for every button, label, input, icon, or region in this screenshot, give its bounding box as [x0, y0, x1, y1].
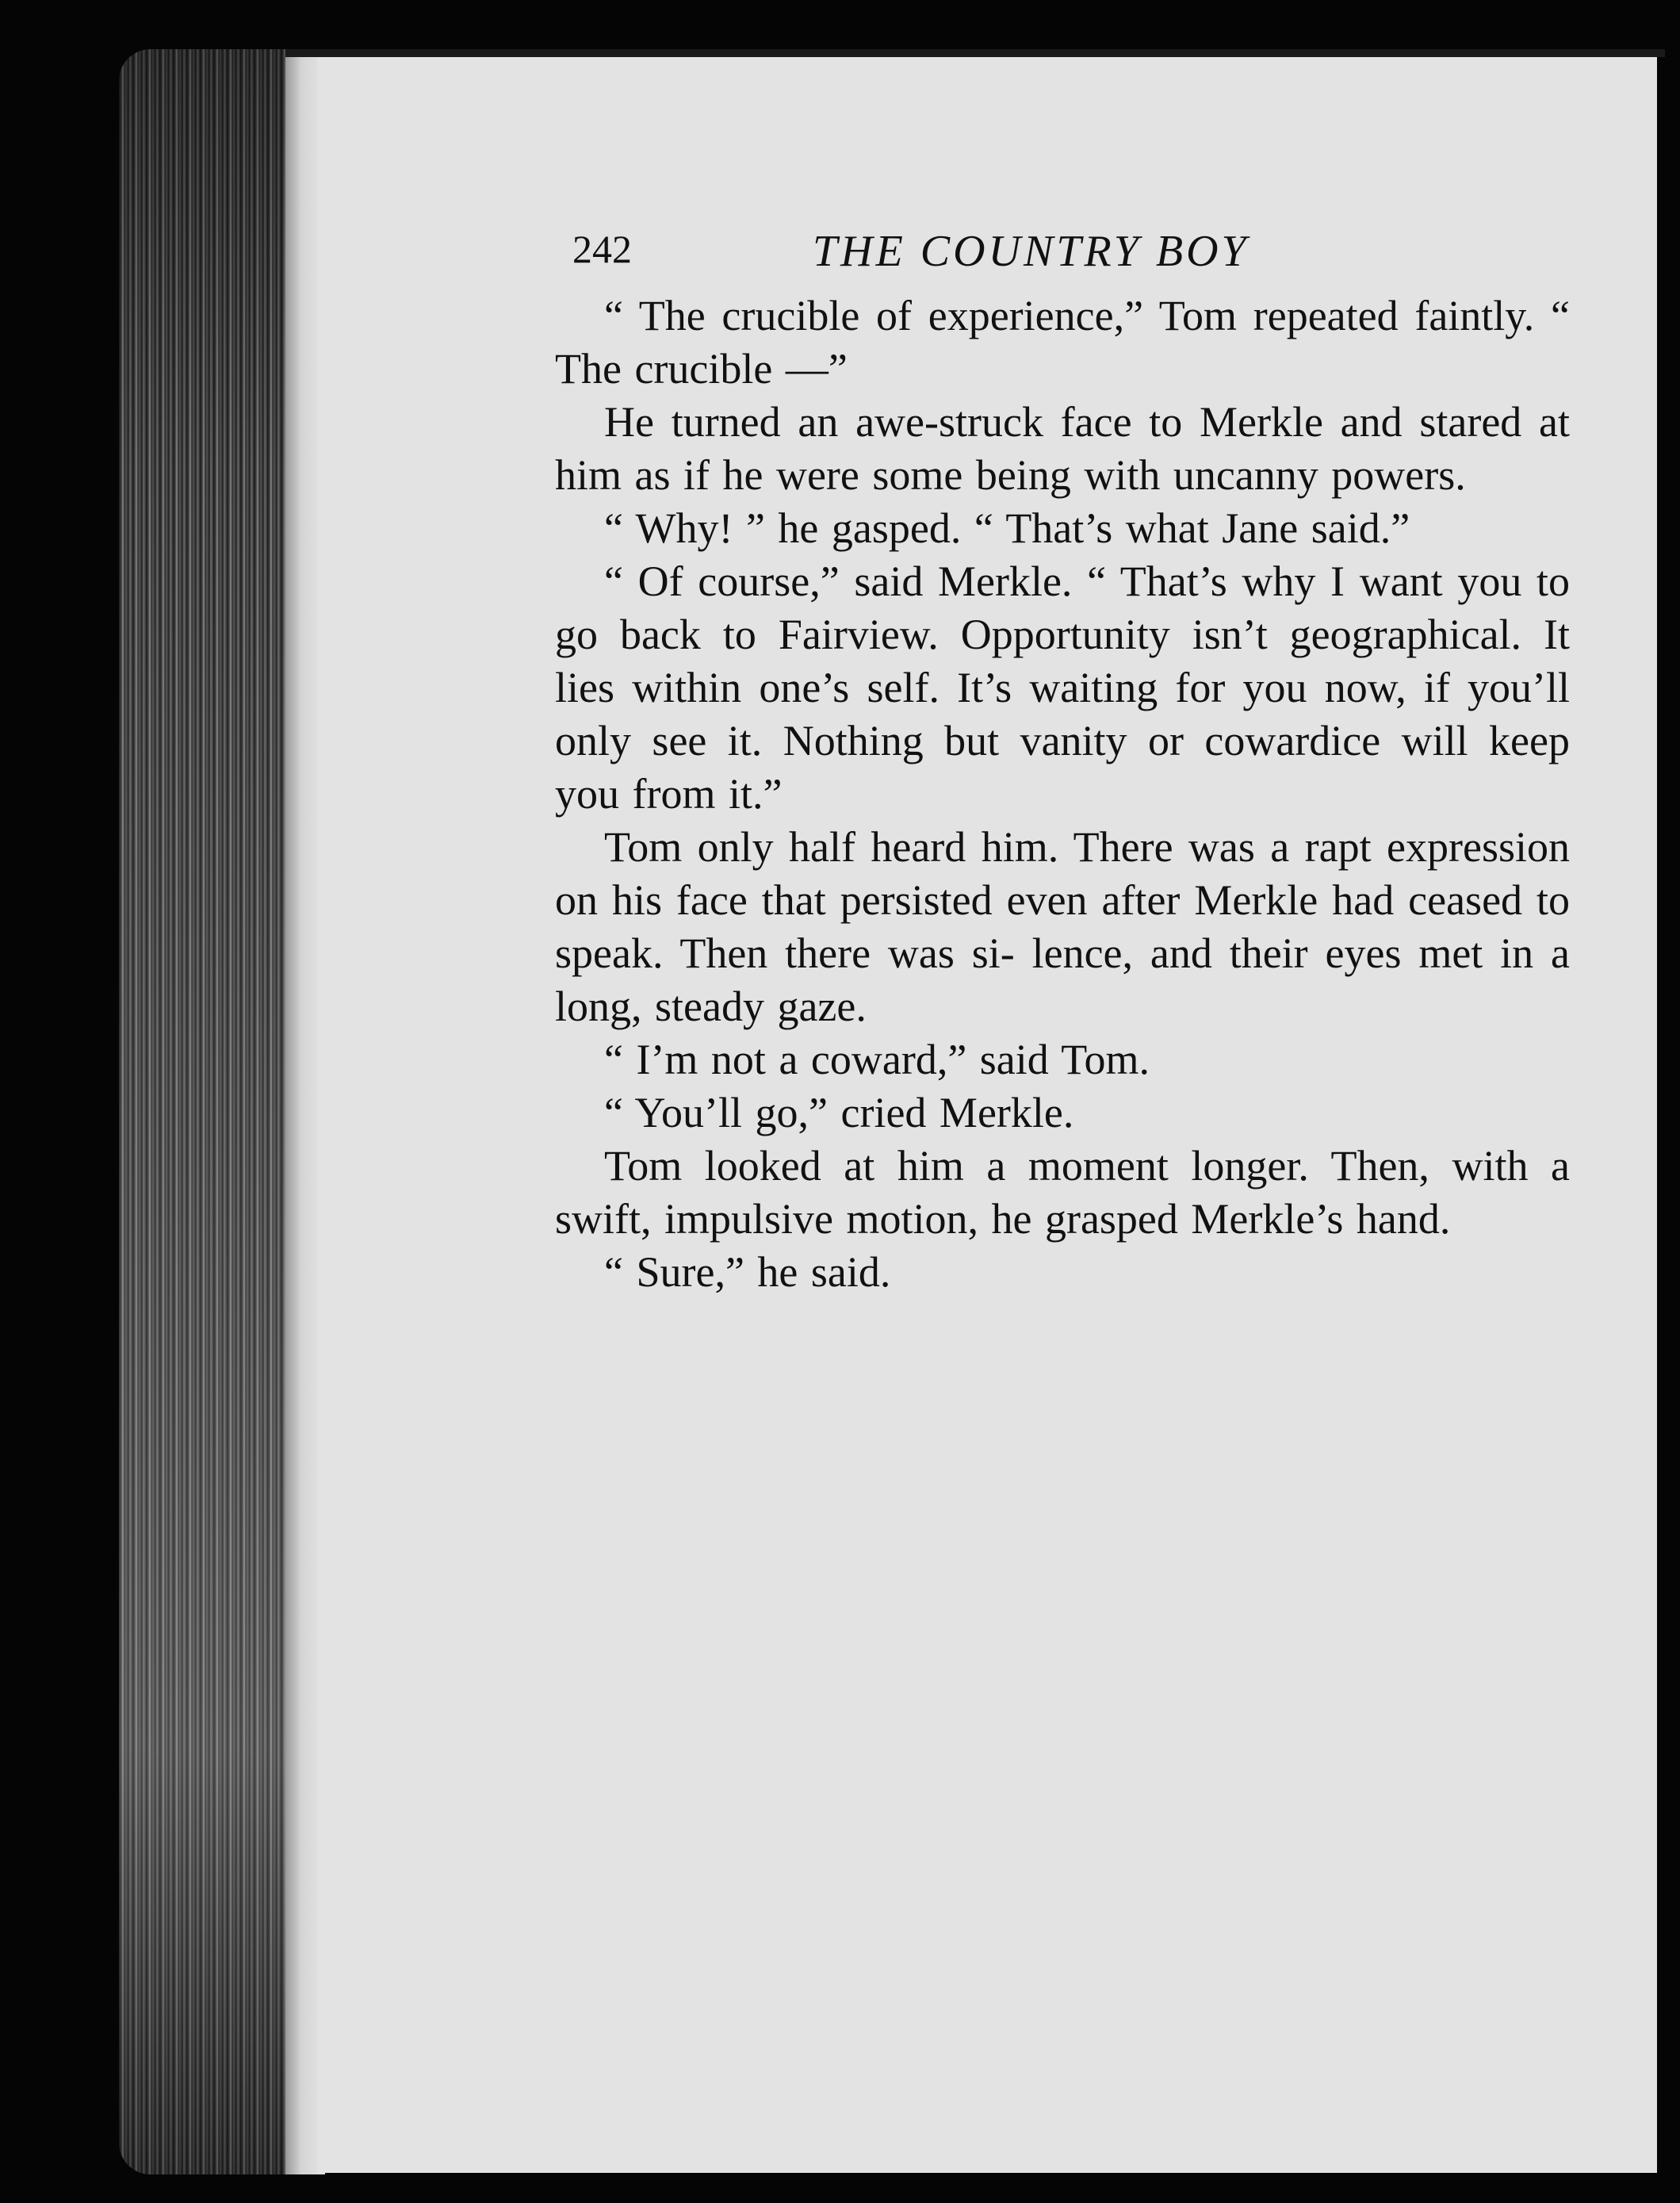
- page-sheet: [317, 56, 1657, 2173]
- paragraph: Tom looked at him a moment longer. Then, with a swift, impulsive motion, he grasped Merkle’s hand.: [555, 1142, 1570, 1243]
- paragraph: He turned an awe-struck face to Merkle and stared at him as if he were some being with uncanny powers.: [555, 398, 1570, 499]
- paragraph: “ I’m not a coward,” said Tom.: [604, 1036, 1150, 1083]
- running-head: [555, 226, 1570, 289]
- paragraph: Tom only half heard him. There was a rapt expression on his face that persisted even after Merkle had ceased to speak. Then there was si- lence, and their eyes met in a long, steady gaze.: [555, 823, 1570, 1030]
- text-block: [555, 226, 1570, 1299]
- page-top-edge: [285, 49, 1665, 57]
- paragraph: “ Sure,” he said.: [604, 1248, 891, 1296]
- paragraph: “ The crucible of experience,” Tom repeated faintly. “ The crucible —”: [555, 292, 1570, 393]
- paragraph: “ Why! ” he gasped. “ That’s what Jane said.”: [604, 504, 1410, 552]
- running-title: THE COUNTRY BOY: [813, 227, 1249, 276]
- paragraph: “ You’ll go,” cried Merkle.: [604, 1089, 1074, 1136]
- page-edges-shading: [119, 49, 301, 2174]
- page-number: 242: [572, 227, 632, 271]
- paragraph: “ Of course,” said Merkle. “ That’s why I want you to go back to Fairview. Opportunity isn’t geographical. It lies within one’s self. It’s waiting for you now, if you’ll only see it. Nothing but vanity or cowardice will keep you from it.”: [555, 557, 1570, 818]
